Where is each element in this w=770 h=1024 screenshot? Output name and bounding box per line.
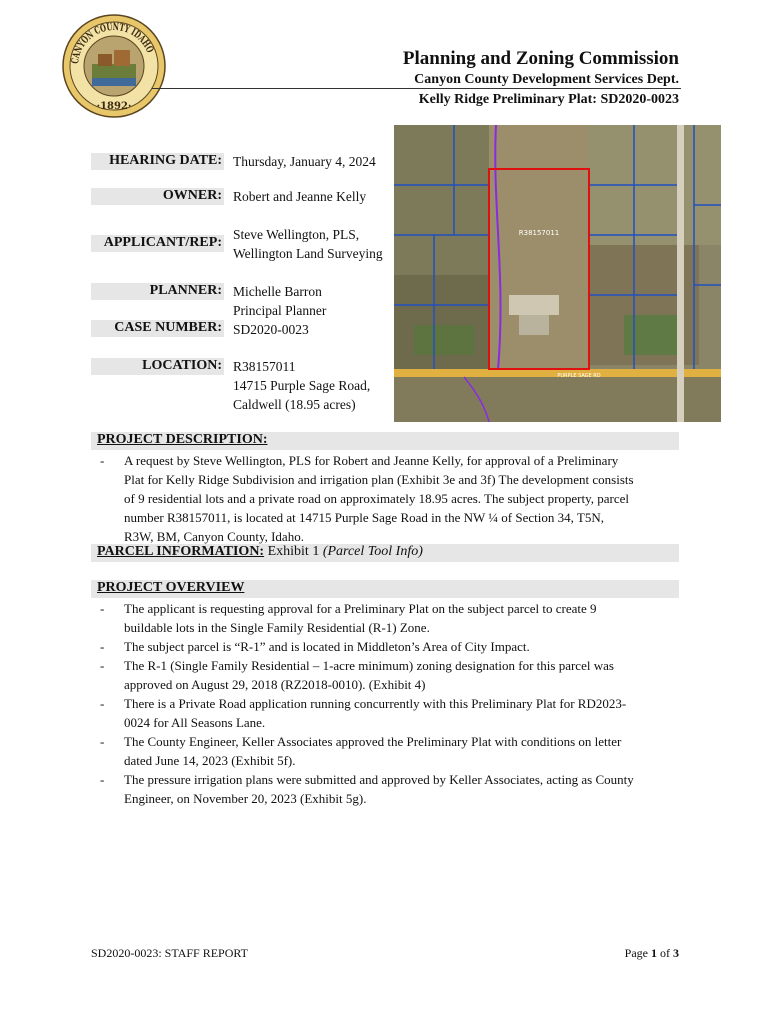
applicant-value [233,225,383,263]
bullet-dash: - [100,772,105,787]
svg-text:·1892·: ·1892· [96,101,132,112]
bullet-dash: - [100,639,105,654]
list-item [97,770,677,808]
planner-label: PLANNER: [149,283,222,298]
hearing-date-label: HEARING DATE: [109,153,222,168]
planner-value [233,282,326,320]
location-line: R38157011 [233,359,296,374]
list-item-line: The subject parcel is “R-1” and is located in Middleton’s Area of City Impact. [124,639,530,654]
parcel-information [97,544,423,560]
footer-page-number [625,946,679,961]
list-item-line: The pressure irrigation plans were submitted and approved by Keller Associates, acting as County [124,772,634,787]
list-item-line: dated June 14, 2023 (Exhibit 5f). [124,753,296,768]
footer-report-id: SD2020-0023: STAFF REPORT [91,946,249,960]
list-item [97,656,677,694]
location-label: LOCATION: [142,358,222,373]
page-total: 3 [673,946,679,960]
header-divider [152,88,681,89]
list-item-line: The R-1 (Single Family Residential – 1-acre minimum) zoning designation for this parcel was [124,658,614,673]
project-overview-heading: PROJECT OVERVIEW [97,580,245,595]
applicant-line: Wellington Land Surveying [233,246,383,261]
page-prefix: Page [624,946,651,960]
list-item-line: of 9 residential lots and a private road on approximately 18.95 acres. The subject property, parcel [124,491,630,506]
bullet-dash: - [100,601,105,616]
hearing-date-value: Thursday, January 4, 2024 [233,154,376,169]
project-overview-list [97,599,677,808]
department-name: Canyon County Development Services Dept. [414,72,679,87]
county-seal-logo [62,14,166,118]
list-item [97,451,677,546]
planner-line: Michelle Barron [233,284,322,299]
list-item-line: A request by Steve Wellington, PLS for Robert and Jeanne Kelly, for approval of a Preliminary [124,453,619,468]
map-road-label: PURPLE SAGE RD [557,373,601,379]
map-parcel-label: R38157011 [518,229,560,237]
location-value [233,357,370,414]
bullet-dash: - [100,696,105,711]
list-item [97,637,677,656]
list-item-line: There is a Private Road application running concurrently with this Preliminary Plat for RD2023- [124,696,627,711]
list-item [97,694,677,732]
owner-value: Robert and Jeanne Kelly [233,189,367,204]
parcel-information-label: PARCEL INFORMATION: [97,544,265,559]
document-title: Planning and Zoning Commission [402,48,679,69]
page-mid: of [657,946,673,960]
bullet-dash: - [100,658,105,673]
list-item-line: 0024 for All Seasons Lane. [124,715,266,730]
list-item-line: Plat for Kelly Ridge Subdivision and irrigation plan (Exhibit 3e and 3f) The development consists [124,472,634,487]
parcel-information-note: (Parcel Tool Info) [322,544,423,559]
project-description-heading: PROJECT DESCRIPTION: [97,432,268,447]
page-current: 1 [651,946,657,960]
list-item-line: Engineer, on November 20, 2023 (Exhibit 5g). [124,791,367,806]
applicant-line: Steve Wellington, PLS, [233,227,360,242]
list-item-line: buildable lots in the Single Family Residential (R-1) Zone. [124,620,430,635]
parcel-information-text: Exhibit 1 [264,544,323,559]
owner-label: OWNER: [162,188,222,203]
location-line: Caldwell (18.95 acres) [233,397,356,412]
case-title: Kelly Ridge Preliminary Plat: SD2020-0023 [418,92,679,107]
list-item-line: The County Engineer, Keller Associates approved the Preliminary Plat with conditions on letter [124,734,622,749]
applicant-label: APPLICANT/REP: [103,235,222,250]
list-item-line: approved on August 29, 2018 (RZ2018-0010). (Exhibit 4) [124,677,426,692]
aerial-parcel-map [394,125,721,422]
project-description-list [97,451,677,546]
location-line: 14715 Purple Sage Road, [233,378,371,393]
list-item-line: The applicant is requesting approval for a Preliminary Plat on the subject parcel to create 9 [124,601,597,616]
bullet-dash: - [100,734,105,749]
case-number-label: CASE NUMBER: [114,320,222,335]
list-item [97,732,677,770]
bullet-dash: - [100,453,105,468]
case-number-value: SD2020-0023 [233,322,309,337]
planner-line: Principal Planner [233,303,327,318]
list-item-line: R3W, BM, Canyon County, Idaho. [124,529,304,544]
list-item-line: number R38157011, is located at 14715 Purple Sage Road in the NW ¼ of Section 34, T5N, [124,510,604,525]
svg-text:CANYON COUNTY IDAHO: CANYON COUNTY IDAHO [70,21,157,65]
list-item [97,599,677,637]
